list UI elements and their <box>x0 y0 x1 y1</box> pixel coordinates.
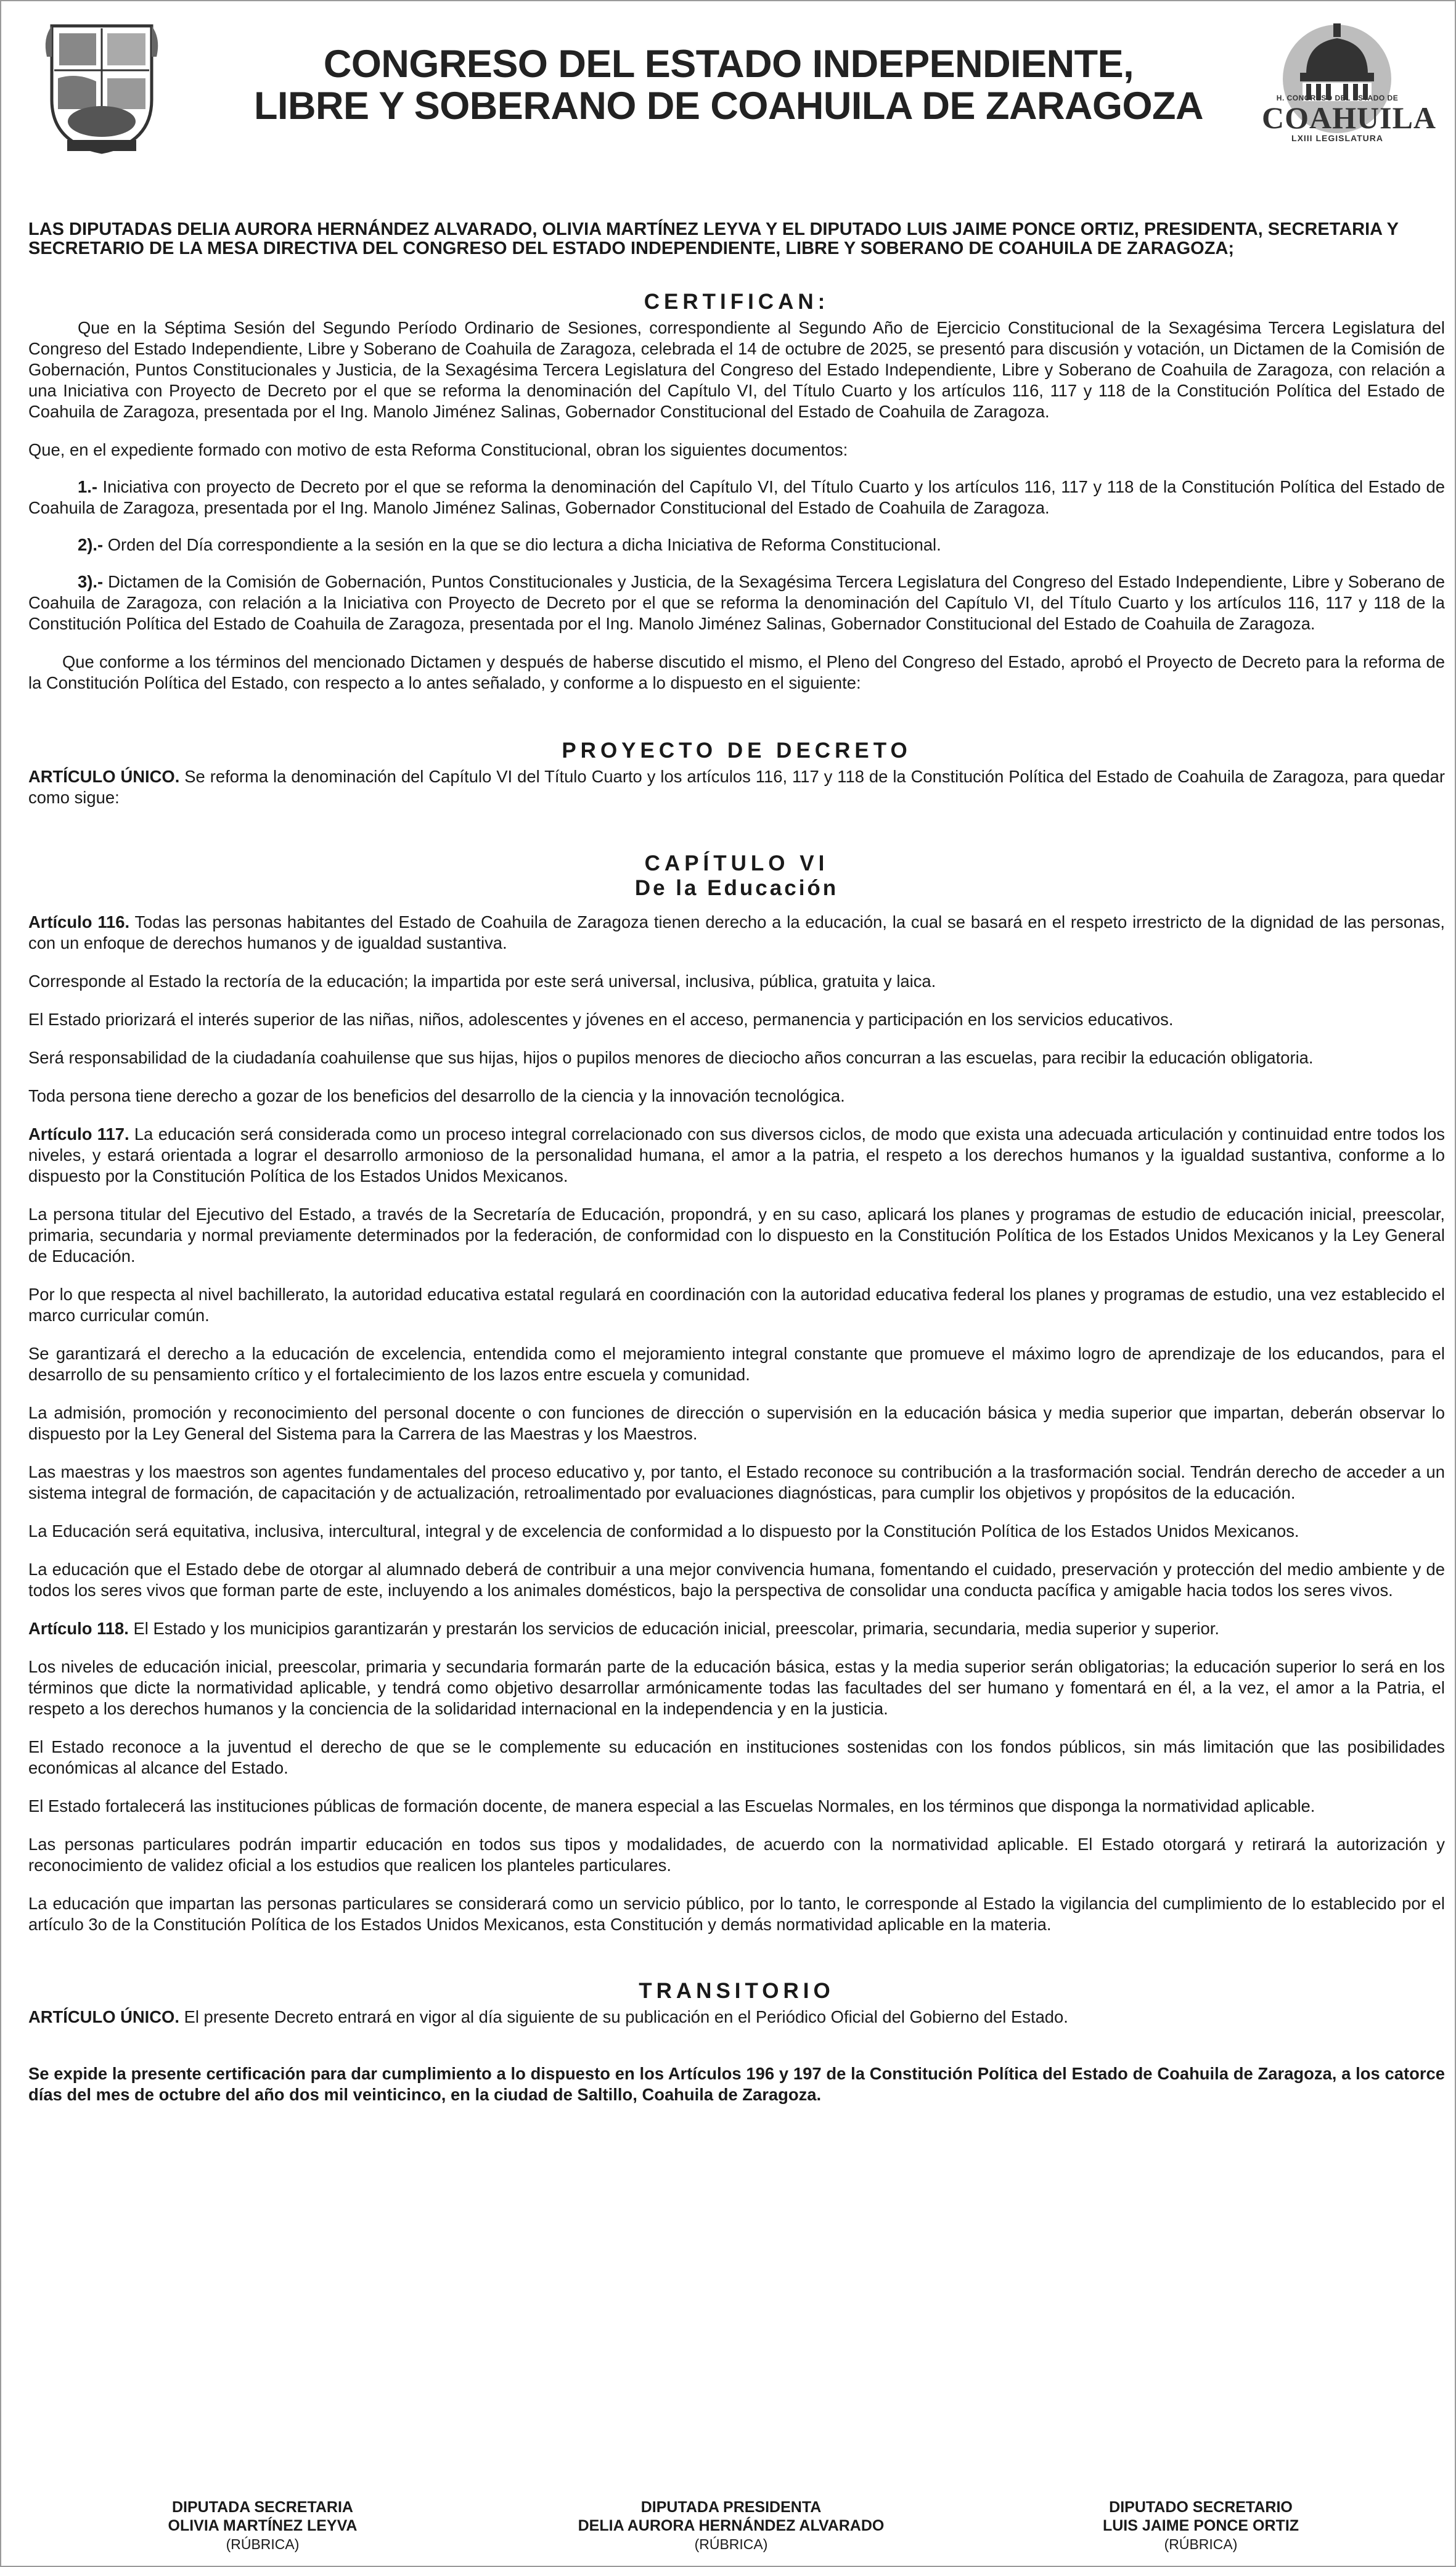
intro-paragraph: LAS DIPUTADAS DELIA AURORA HERNÁNDEZ ALVARADO, OLIVIA MARTÍNEZ LEYVA Y EL DIPUTADO LUIS JAIME PONCE ORTIZ, PRESIDENTA, SECRETARIA Y SECRETARIO DE LA MESA DIRECTIVA DEL CONGRESO DEL ESTADO INDEPENDIENTE, LIBRE Y SOBERANO DE COAHUILA DE ZARAGOZA; <box>28 219 1399 258</box>
articulo-unico-label: ARTÍCULO ÚNICO. <box>28 767 180 786</box>
article-116-text: Todas las personas habitantes del Estado de Coahuila de Zaragoza tienen derecho a la educación, la cual se basará en el respeto irrestricto de la dignidad de las personas, con un enfoque de derechos humanos y de igualdad sustantiva. <box>28 912 1446 952</box>
article-118-paragraph-3: El Estado reconoce a la juventud el derecho de que se le complemente su educación en instituciones sostenidas con los fondos públicos, sin más limitación que las posibilidades económicas al alcance del Estado. <box>28 1737 1445 1777</box>
proyecto-decreto-heading: PROYECTO DE DECRETO <box>562 739 912 763</box>
article-116-paragraph <box>28 912 1445 954</box>
signature-role: DIPUTADO SECRETARIO <box>1109 2499 1293 2516</box>
article-117-paragraph-2: La persona titular del Ejecutivo del Estado, a través de la Secretaría de Educación, propondrá, y en su caso, aplicará los planes y programas de estudio de educación inicial, preescolar, primaria, secundaria y normal previamente determinados por la federación, de conformidad con lo dispuesto en la Constitución Política de los Estados Unidos Mexicanos y la Ley General de Educación. <box>28 1205 1445 1266</box>
document-item-2 <box>28 534 1445 555</box>
signature-rubrica: (RÚBRICA) <box>1164 2536 1238 2552</box>
congress-logo-wordmark <box>1262 94 1437 143</box>
article-118-paragraph <box>28 1618 1445 1639</box>
congress-title-line2: LIBRE Y SOBERANO DE COAHUILA DE ZARAGOZA <box>254 84 1203 128</box>
article-117-paragraph-4: Se garantizará el derecho a la educación de excelencia, entendida como el mejoramiento integral constante que promueve el máximo logro de aprendizaje de los educandos, para el desarrollo de su pensamiento crítico y el fortalecimiento de los lazos entre escuela y comunidad. <box>28 1344 1445 1384</box>
signature-role: DIPUTADA SECRETARIA <box>172 2499 353 2516</box>
signature-name: OLIVIA MARTÍNEZ LEYVA <box>168 2517 358 2534</box>
articulo-unico-text: Se reforma la denominación del Capítulo VI del Título Cuarto y los artículos 116, 117 y 118 de la Constitución Política del Estado de Coahuila de Zaragoza, para quedar como sigue: <box>28 767 1445 807</box>
article-117-paragraph-5: La admisión, promoción y reconocimiento del personal docente o con funciones de dirección o supervisión en la educación básica y media superior que impartan, deberán observar lo dispuesto por la Ley General del Sistema para la Carrera de las Maestras y los Maestros. <box>28 1403 1445 1443</box>
certification-paragraph-1: Que en la Séptima Sesión del Segundo Período Ordinario de Sesiones, correspondiente al Segundo Año de Ejercicio Constitucional de la Sexagésima Tercera Legislatura del Congreso del Estado Independiente, Libre y Soberano de Coahuila de Zaragoza, celebrada el 14 de octubre de 2025, se presentó para discusión y votación, un Dictamen de la Comisión de Gobernación, Puntos Constitucionales y Justicia, de la Sexagésima Tercera Legislatura del Congreso del Estado Independiente, Libre y Soberano de Coahuila de Zaragoza, con relación a una Iniciativa con Proyecto de Decreto por el que se reforma la denominación del Capítulo VI, del Título Cuarto y los artículos 116, 117 y 118 de la Constitución Política del Estado de Coahuila de Zaragoza, presentada por el Ing. Manolo Jiménez Salinas, Gobernador Constitucional del Estado de Coahuila de Zaragoza. <box>28 318 1445 421</box>
document-item-1-text: Iniciativa con proyecto de Decreto por el que se reforma la denominación del Capítulo VI, del Título Cuarto y los artículos 116, 117 y 118 de la Constitución Política del Estado de Coahuila de Zaragoza, presentada por el Ing. Manolo Jiménez Salinas, Gobernador Constitucional del Estado de Coahuila de Zaragoza. <box>28 477 1445 517</box>
article-118-paragraph-6: La educación que impartan las personas particulares se considerará como un servicio público, por lo tanto, le corresponde al Estado la vigilancia del cumplimiento de lo establecido por el artículo 3o de la Constitución Política de los Estados Unidos Mexicanos, esta Constitución y demás normatividad aplicable en la materia. <box>28 1894 1445 1934</box>
certification-paragraph-2: Que, en el expediente formado con motivo de esta Reforma Constitucional, obran los siguientes documentos: <box>28 440 848 459</box>
article-116-paragraph-5: Toda persona tiene derecho a gozar de los beneficios del desarrollo de la ciencia y la innovación tecnológica. <box>28 1086 845 1105</box>
signature-name: DELIA AURORA HERNÁNDEZ ALVARADO <box>578 2517 885 2534</box>
transitorio-paragraph <box>28 2007 1445 2028</box>
signature-block <box>1 2498 1456 2560</box>
article-118-paragraph-4: El Estado fortalecerá las instituciones públicas de formación docente, de manera especial a las Escuelas Normales, en los términos que disponga la normatividad aplicable. <box>28 1796 1315 1816</box>
article-118-paragraph-5: Las personas particulares podrán impartir educación en todos sus tipos y modalidades, de acuerdo con la normatividad aplicable. El Estado otorgará y retirará la autorización y reconocimiento de validez oficial a los estudios que realicen los planteles particulares. <box>28 1835 1445 1875</box>
document-item-3-number: 3).- <box>78 572 104 591</box>
coahuila-coat-of-arms-icon <box>39 20 164 157</box>
article-118-paragraph-2: Los niveles de educación inicial, preescolar, primaria y secundaria formarán parte de la educación básica, estas y la media superior serán obligatorias; la educación superior lo será en los términos que dicte la normatividad aplicable, y tendrá como objetivo desarrollar armónicamente todas las facultades del ser humano y fomentará en él, a la vez, el amor a la Patria, el respeto a los derechos humanos y la conciencia de la solidaridad internacional en la independencia y en la justicia. <box>28 1657 1445 1718</box>
article-116-paragraph-2: Corresponde al Estado la rectoría de la educación; la impartida por este será universal, inclusiva, pública, gratuita y laica. <box>28 972 936 991</box>
article-117-paragraph-3: Por lo que respecta al nivel bachillerato, la autoridad educativa estatal regulará en coordinación con la autoridad educativa federal los planes y programas de estudio, una vez establecido el marco curricular común. <box>28 1285 1445 1325</box>
logo-sub-text: LXIII LEGISLATURA <box>1291 133 1383 143</box>
document-body <box>28 220 1445 2105</box>
document-header <box>1 1 1456 155</box>
article-117-paragraph-8: La educación que el Estado debe de otorgar al alumnado deberá de contribuir a una mejor convivencia humana, fomentando el cuidado, preservación y protección del medio ambiente y de todos los seres vivos que forman parte de este, incluyendo a los animales domésticos, bajo la perspectiva de consolidar una conducta pacífica y amigable hacia todos los seres vivos. <box>28 1560 1445 1600</box>
certification-paragraph-3: Que conforme a los términos del mencionado Dictamen y después de haberse discutido el mismo, el Pleno del Congreso del Estado, aprobó el Proyecto de Decreto para la reforma de la Constitución Política del Estado, con respecto a lo antes señalado, y conforme a lo dispuesto en el siguiente: <box>28 652 1445 692</box>
article-116-paragraph-3: El Estado priorizará el interés superior de las niñas, niños, adolescentes y jóvenes en el acceso, permanencia y participación en los servicios educativos. <box>28 1010 1174 1029</box>
transitorio-text: El presente Decreto entrará en vigor al día siguiente de su publicación en el Periódico Oficial del Gobierno del Estado. <box>179 2007 1068 2026</box>
logo-main-text: COAHUILA <box>1262 100 1437 135</box>
congress-title <box>211 43 1246 127</box>
signature-presidenta <box>546 2498 916 2553</box>
signature-secretario <box>1016 2498 1386 2553</box>
chapter-subheading: De la Educación <box>634 876 839 900</box>
signature-role: DIPUTADA PRESIDENTA <box>640 2499 822 2516</box>
article-117-paragraph-7: La Educación será equitativa, inclusiva, intercultural, integral y de excelencia de conformidad a lo dispuesto por la Constitución Política de los Estados Unidos Mexicanos. <box>28 1521 1299 1541</box>
document-item-2-text: Orden del Día correspondiente a la sesión en la que se dio lectura a dicha Iniciativa de Reforma Constitucional. <box>103 535 941 554</box>
signature-secretaria <box>78 2498 448 2553</box>
signature-rubrica: (RÚBRICA) <box>226 2536 300 2552</box>
article-117-paragraph <box>28 1124 1445 1187</box>
article-118-text: El Estado y los municipios garantizarán y prestarán los servicios de educación inicial, preescolar, primaria, secundaria, media superior y superior. <box>128 1619 1219 1638</box>
article-116-paragraph-4: Será responsabilidad de la ciudadanía coahuilense que sus hijas, hijos o pupilos menores de dieciocho años concurran a las escuelas, para recibir la educación obligatoria. <box>28 1048 1314 1067</box>
articulo-unico-paragraph <box>28 766 1445 808</box>
document-item-3 <box>28 571 1445 634</box>
article-117-text: La educación será considerada como un proceso integral correlacionado con sus diversos ciclos, de modo que exista una adecuada articulación y continuidad entre todos los niveles, y estará orientada a lograr el desarrollo armonioso de la personalidad humana, el amor a la patria, el respeto a los derechos humanos y la igualdad sustantiva, conforme a lo dispuesto por la Constitución Política de los Estados Unidos Mexicanos. <box>28 1124 1445 1185</box>
transitorio-heading: TRANSITORIO <box>639 1979 835 2003</box>
chapter-heading: CAPÍTULO VI <box>644 851 829 875</box>
transitorio-label: ARTÍCULO ÚNICO. <box>28 2007 179 2026</box>
closing-paragraph: Se expide la presente certificación para dar cumplimiento a lo dispuesto en los Artículos 196 y 197 de la Constitución Política del Estado de Coahuila de Zaragoza, a los catorce días del mes de octubre del año dos mil veinticinco, en la ciudad de Saltillo, Coahuila de Zaragoza. <box>28 2064 1445 2104</box>
article-116-label: Artículo 116. <box>28 912 130 931</box>
certifican-heading: CERTIFICAN: <box>644 290 830 314</box>
document-item-1-number: 1.- <box>78 477 97 496</box>
article-117-label: Artículo 117. <box>28 1124 129 1144</box>
congress-title-line1: CONGRESO DEL ESTADO INDEPENDIENTE, <box>323 43 1134 86</box>
document-item-1 <box>28 477 1445 518</box>
signature-rubrica: (RÚBRICA) <box>694 2536 768 2552</box>
signature-name: LUIS JAIME PONCE ORTIZ <box>1102 2517 1299 2534</box>
logo-top-text: H. CONGRESO DEL ESTADO DE <box>1276 94 1399 102</box>
article-118-label: Artículo 118. <box>28 1619 129 1638</box>
document-item-2-number: 2).- <box>78 535 104 554</box>
document-item-3-text: Dictamen de la Comisión de Gobernación, Puntos Constitucionales y Justicia, de la Sexagésima Tercera Legislatura del Congreso del Estado Independiente, Libre y Soberano de Coahuila de Zaragoza, con relación a la Iniciativa con Proyecto de Decreto por el que se reforma la denominación del Capítulo VI, del Título Cuarto y los artículos 116, 117 y 118 de la Constitución Política del Estado de Coahuila de Zaragoza, presentada por el Ing. Manolo Jiménez Salinas, Gobernador Constitucional del Estado de Coahuila de Zaragoza. <box>28 572 1445 633</box>
article-117-paragraph-6: Las maestras y los maestros son agentes fundamentales del proceso educativo y, por tanto, el Estado reconoce su contribución a la trasformación social. Tendrán derecho de acceder a un sistema integral de formación, de capacitación y de actualización, retroalimentado por evaluaciones diagnósticas, para cumplir los objetivos y propósitos de la educación. <box>28 1462 1445 1502</box>
